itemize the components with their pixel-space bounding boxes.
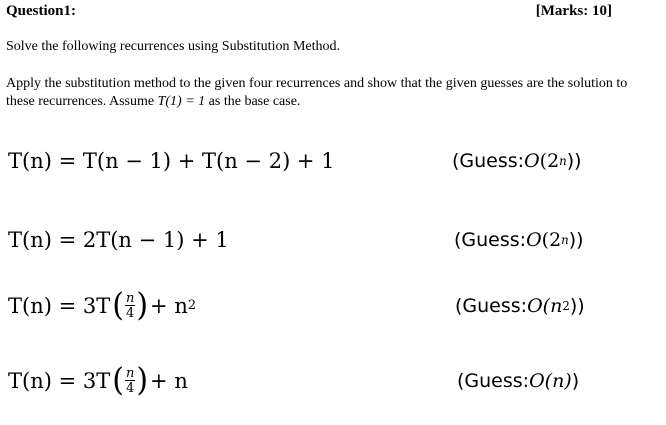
guess-2-arg: (2	[541, 229, 562, 251]
paragraph-text-before: Apply the substitution method to the given four recurrences and show that the given guesses are the solution to these recurrences. Assume	[6, 76, 628, 109]
instruction-paragraph	[6, 75, 646, 111]
instruction-text: Solve the following recurrences using Substitution Method.	[6, 39, 341, 54]
base-case-math: T(1) = 1	[157, 94, 206, 109]
guess-3-big-o: O	[527, 295, 543, 317]
recurrence-3: T(n) = 3T ( $\frac{n}{4}$ ) + n 2	[8, 287, 197, 324]
fraction-numerator: n	[125, 291, 135, 306]
right-paren: )	[136, 287, 149, 324]
guess-2-prefix: (Guess:	[454, 229, 527, 251]
guess-3-suffix: ))	[569, 295, 585, 317]
guess-4	[457, 363, 579, 399]
fraction-denominator: 4	[126, 381, 135, 396]
recurrence-4-suffix: + n	[150, 369, 188, 393]
guess-4-prefix: (Guess:	[457, 370, 530, 392]
guess-1-big-o: O	[524, 150, 540, 172]
paragraph-text-after: as the base case.	[205, 94, 301, 109]
guess-2-suffix: ))	[568, 229, 584, 251]
fraction-denominator: 4	[126, 306, 135, 321]
guess-2: (Guess: O (2 n ))	[454, 229, 584, 251]
recurrence-1-expression: T(n) = T(n − 1) + T(n − 2) + 1	[8, 149, 335, 173]
recurrence-2	[8, 222, 229, 258]
guess-2-big-o: O	[526, 229, 542, 251]
guess-3-prefix: (Guess:	[455, 295, 528, 317]
guess-1: (Guess: O (2 n ))	[452, 150, 582, 172]
right-paren: )	[136, 362, 149, 399]
left-paren: (	[112, 287, 124, 324]
recurrence-3-fraction	[112, 287, 149, 324]
recurrence-1	[8, 143, 335, 179]
guess-4-big-o: O	[529, 370, 545, 392]
recurrence-4-fraction	[112, 362, 149, 399]
guess-1-arg: (2	[539, 150, 560, 172]
recurrence-4-prefix: T(n) = 3T	[8, 369, 111, 393]
marks-label: [Marks: 10]	[535, 3, 612, 19]
guess-1-prefix: (Guess:	[452, 150, 525, 172]
question-label: Question1:	[6, 3, 77, 19]
fraction-numerator: n	[125, 366, 135, 381]
recurrence-3-prefix: T(n) = 3T	[8, 294, 111, 318]
guess-4-suffix: )	[571, 370, 580, 392]
recurrence-3-suffix: + n	[150, 294, 188, 318]
guess-3: (Guess: O (n 2 ))	[455, 295, 585, 317]
left-paren: (	[112, 362, 124, 399]
guess-1-suffix: ))	[566, 150, 582, 172]
recurrence-2-expression: T(n) = 2T(n − 1) + 1	[8, 228, 229, 252]
guess-3-arg: (n	[542, 295, 563, 317]
recurrence-4	[8, 363, 188, 399]
guess-4-arg: (n)	[544, 370, 572, 392]
